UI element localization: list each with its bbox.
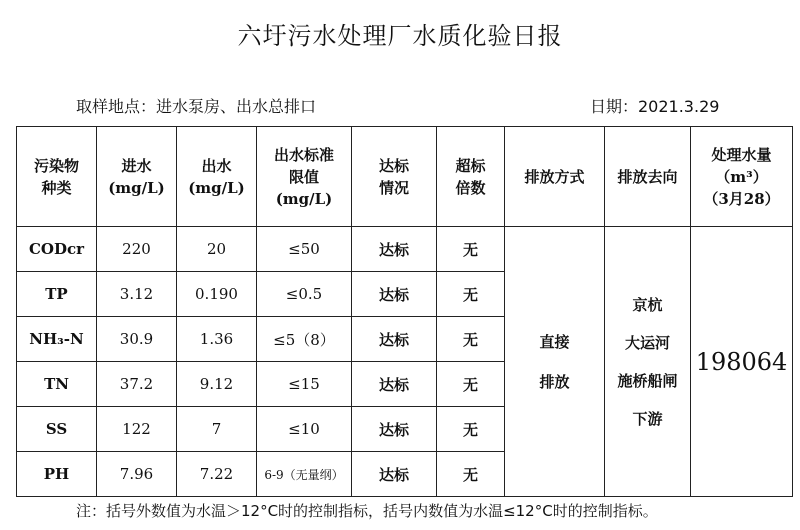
footnote: 注：括号外数值为水温＞12°C时的控制指标，括号内数值为水温≤12°C时的控制指标。 (76, 502, 658, 520)
inflow-value: 122 (97, 407, 177, 452)
exceed-value: 无 (437, 272, 505, 317)
treated-volume: 198064 (691, 227, 793, 497)
header-destination: 排放去向 (605, 127, 691, 227)
status-value: 达标 (352, 362, 437, 407)
header-method: 排放方式 (505, 127, 605, 227)
inflow-value: 220 (97, 227, 177, 272)
outflow-value: 1.36 (177, 317, 257, 362)
header-volume: 处理水量 （m³） （3月28） (691, 127, 793, 227)
pollutant-name: SS (17, 407, 97, 452)
header-row (17, 127, 793, 227)
limit-value: ≤15 (257, 362, 352, 407)
outflow-value: 0.190 (177, 272, 257, 317)
exceed-value: 无 (437, 452, 505, 497)
limit-value: ≤0.5 (257, 272, 352, 317)
exceed-value: 无 (437, 362, 505, 407)
water-quality-table (16, 126, 793, 497)
status-value: 达标 (352, 407, 437, 452)
limit-value: ≤50 (257, 227, 352, 272)
outflow-value: 7 (177, 407, 257, 452)
limit-value: ≤10 (257, 407, 352, 452)
pollutant-name: TN (17, 362, 97, 407)
inflow-value: 37.2 (97, 362, 177, 407)
outflow-value: 7.22 (177, 452, 257, 497)
table-row (17, 227, 793, 272)
discharge-method: 直接 排放 (505, 227, 605, 497)
limit-value: 6-9（无量纲） (257, 452, 352, 497)
exceed-value: 无 (437, 227, 505, 272)
header-limit: 出水标准 限值 (mg/L) (257, 127, 352, 227)
status-value: 达标 (352, 272, 437, 317)
outflow-value: 20 (177, 227, 257, 272)
header-status: 达标 情况 (352, 127, 437, 227)
inflow-value: 7.96 (97, 452, 177, 497)
header-exceed: 超标 倍数 (437, 127, 505, 227)
status-value: 达标 (352, 317, 437, 362)
status-value: 达标 (352, 452, 437, 497)
sampling-location: 取样地点：进水泵房、出水总排口 (76, 97, 317, 116)
pollutant-name: TP (17, 272, 97, 317)
pollutant-name: PH (17, 452, 97, 497)
outflow-value: 9.12 (177, 362, 257, 407)
pollutant-name: CODcr (17, 227, 97, 272)
pollutant-name: NH₃-N (17, 317, 97, 362)
header-inflow: 进水 (mg/L) (97, 127, 177, 227)
inflow-value: 3.12 (97, 272, 177, 317)
header-outflow: 出水 (mg/L) (177, 127, 257, 227)
exceed-value: 无 (437, 317, 505, 362)
exceed-value: 无 (437, 407, 505, 452)
header-pollutant: 污染物 种类 (17, 127, 97, 227)
status-value: 达标 (352, 227, 437, 272)
inflow-value: 30.9 (97, 317, 177, 362)
limit-value: ≤5（8） (257, 317, 352, 362)
discharge-destination: 京杭 大运河 施桥船闸 下游 (605, 227, 691, 497)
report-title: 六圩污水处理厂水质化验日报 (237, 22, 563, 50)
report-date: 日期：2021.3.29 (590, 97, 720, 116)
